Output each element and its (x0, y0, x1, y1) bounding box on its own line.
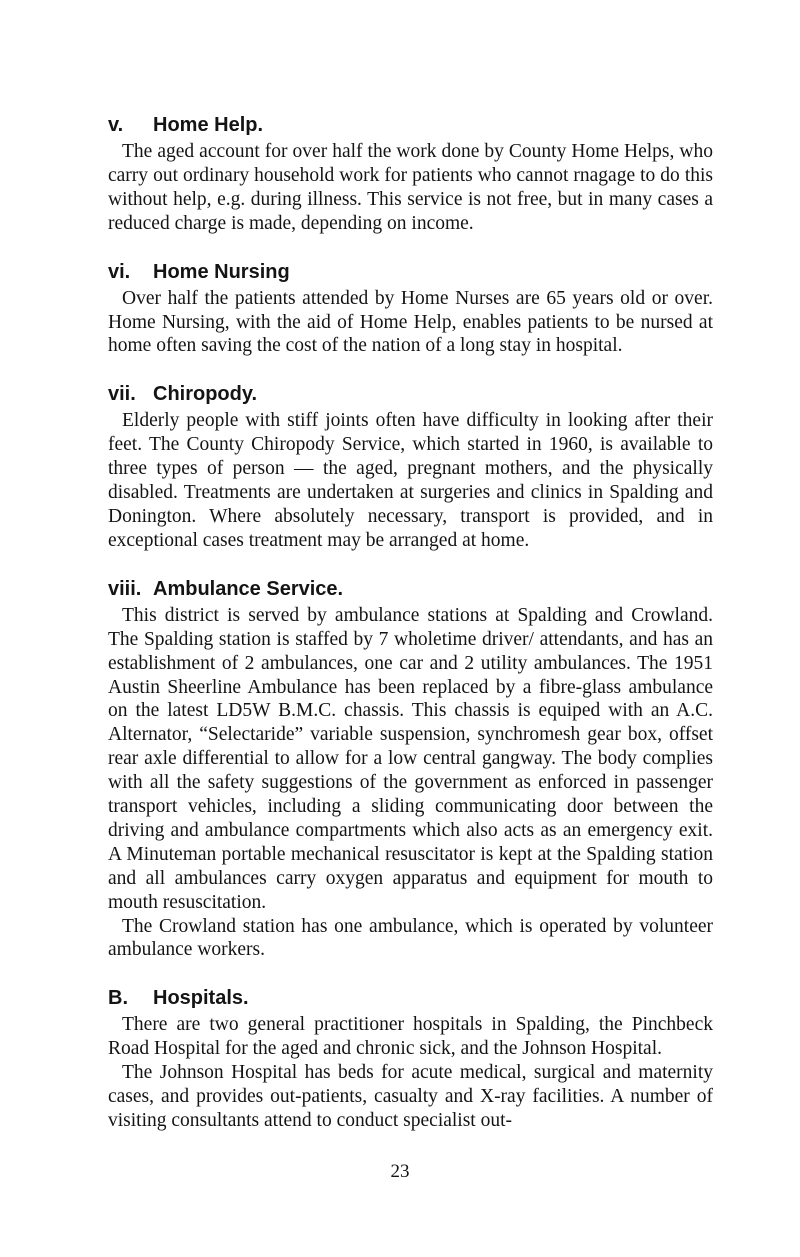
paragraph: Elderly people with stiff joints often have difficulty in looking after their feet. The County Chiropody Service, which started in 1960, is available to three types of person — the aged, pregnant mothers, and the physically disabled. Treatments are undertaken at surgeries and clinics in Spalding and Donington. Where absolutely necessary, transport is provided, and in exceptional cases treatment may be arranged at home. (108, 410, 713, 551)
section-number: vii. (108, 383, 136, 406)
section-home-nursing (108, 259, 713, 359)
paragraph: The Johnson Hospital has beds for acute medical, surgical and maternity cases, and provides out-patients, casualty and X-ray facilities. A number of visiting consultants attend to conduct specialist out- (108, 1062, 713, 1131)
section-title: Home Help. (153, 114, 264, 136)
section-hospitals (108, 985, 713, 1133)
section-heading (108, 985, 713, 1011)
section-number: viii. (108, 577, 142, 600)
paragraph: The Crowland station has one ambulance, which is operated by volunteer ambulance workers. (108, 915, 713, 961)
page-number: 23 (390, 1161, 410, 1182)
section-heading (108, 259, 713, 285)
section-heading (108, 576, 713, 602)
section-number: vi. (108, 260, 131, 283)
section-chiropody (108, 381, 713, 552)
section-home-help (108, 112, 713, 236)
section-heading (108, 112, 713, 138)
document-page (108, 112, 713, 1133)
paragraph: There are two general practitioner hospitals in Spalding, the Pinchbeck Road Hospital for the aged and chronic sick, and the Johnson Hospital. (108, 1014, 713, 1060)
section-number: v. (108, 114, 124, 136)
section-title: Home Nursing (153, 260, 290, 283)
paragraph: Over half the patients attended by Home Nurses are 65 years old or over. Home Nursing, with the aid of Home Help, enables patients to be nursed at home often saving the cost of the nation of a long stay in hospital. (108, 287, 713, 357)
section-heading (108, 381, 713, 407)
paragraph: This district is served by ambulance stations at Spalding and Crowland. The Spalding station is staffed by 7 wholetime driver/ attendants, and has an establishment of 2 ambulances, one car and 2 utility ambulances. The 1951 Austin Sheerline Ambulance has been replaced by a fibre-glass ambulance on the latest LD5W B.M.C. chassis. This chassis is equiped with an A.C. Alternator, “Selectaride” variable suspension, synchromesh gear box, offset rear axle differential to allow for a low central gangway. The body complies with all the safety suggestions of the government as enforced in passenger transport vehicles, including a sliding communicating door between the driving and ambulance compartments which also acts as an emergency exit. A Minuteman portable mechanical resuscitator is kept at the Spalding station and all ambulances carry oxygen apparatus and equipment for mouth to mouth resuscitation. (108, 604, 713, 913)
paragraph: The aged account for over half the work done by County Home Helps, who carry out ordinary household work for patients who cannot rnagage to do this without help, e.g. during illness. This service is not free, but in many cases a reduced charge is made, depending on income. (108, 141, 713, 234)
section-title: Ambulance Service. (153, 577, 344, 600)
section-title: Hospitals. (153, 987, 249, 1010)
section-title: Chiropody. (153, 383, 258, 406)
section-ambulance-service (108, 576, 713, 963)
section-number: B. (108, 987, 128, 1010)
